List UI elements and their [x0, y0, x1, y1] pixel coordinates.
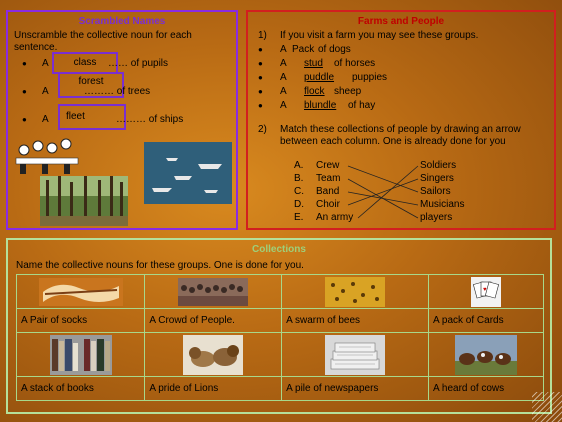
left-item: An army	[316, 212, 354, 223]
left-letter: D.	[294, 199, 304, 210]
answer-box-class[interactable]: class	[52, 52, 118, 74]
left-item: Crew	[316, 160, 340, 171]
socks-image	[39, 278, 123, 306]
group-word: Pack	[292, 44, 315, 55]
picture-cell	[429, 275, 544, 309]
scrambled-names-panel	[6, 10, 238, 230]
bullet: ●	[22, 59, 27, 68]
crowd-image	[178, 278, 248, 306]
farms-people-panel	[246, 10, 556, 230]
label-cell: A Pair of socks	[17, 309, 145, 333]
left-item: Choir	[316, 199, 340, 210]
item-rest: …… of pupils	[108, 58, 169, 69]
question-2-text-2: between each column. One is already done for you	[280, 136, 506, 147]
newspapers-image	[325, 335, 385, 375]
question-2-number: 2)	[258, 124, 267, 135]
group-rest: of horses	[334, 58, 376, 69]
group-article: A	[280, 44, 287, 55]
bullet: ●	[258, 101, 263, 110]
picture-cell	[145, 275, 282, 309]
collections-table	[16, 274, 544, 401]
scrambled-instruction-2: sentence.	[14, 42, 58, 53]
question-1-text: If you visit a farm you may see these groups.	[280, 30, 479, 41]
right-item: Soldiers	[420, 160, 457, 171]
forest-image	[40, 176, 128, 226]
scrambled-instruction: Unscramble the collective noun for each	[14, 30, 192, 41]
group-word[interactable]: puddle	[304, 72, 335, 83]
right-item: Sailors	[420, 186, 451, 197]
left-item: Team	[316, 173, 341, 184]
group-article: A	[280, 86, 287, 97]
picture-cell	[282, 275, 429, 309]
group-rest: of dogs	[318, 44, 351, 55]
label-cell: A pile of newspapers	[282, 377, 429, 401]
collections-instruction: Name the collective nouns for these groups. One is done for you.	[16, 260, 304, 271]
picture-cell	[145, 333, 282, 377]
item-rest: ……… of trees	[84, 86, 151, 97]
cards-image	[471, 277, 501, 307]
picture-cell	[282, 333, 429, 377]
label-cell: A pride of Lions	[145, 377, 282, 401]
left-letter: C.	[294, 186, 304, 197]
group-word[interactable]: flock	[304, 86, 325, 97]
bullet: ●	[258, 59, 263, 68]
answer-box-fleet[interactable]: fleet	[58, 104, 126, 130]
bullet: ●	[22, 87, 27, 96]
bullet: ●	[258, 87, 263, 96]
scrambled-names-title: Scrambled Names	[78, 16, 166, 27]
right-item: Singers	[420, 173, 454, 184]
pupils-image	[12, 130, 82, 176]
label-cell: A stack of books	[17, 377, 145, 401]
bullet: ●	[258, 73, 263, 82]
ships-image	[144, 142, 232, 204]
group-rest: of hay	[348, 100, 376, 111]
group-rest: sheep	[334, 86, 362, 97]
picture-cell	[17, 275, 145, 309]
lions-image	[183, 335, 243, 375]
books-image	[50, 335, 112, 375]
left-letter: B.	[294, 173, 304, 184]
group-word[interactable]: blundle	[304, 100, 337, 111]
corner-hatch	[532, 392, 562, 422]
cows-image	[455, 335, 517, 375]
question-2-text: Match these collections of people by drawing an arrow	[280, 124, 521, 135]
picture-cell	[17, 333, 145, 377]
question-1-number: 1)	[258, 30, 267, 41]
label-cell: A pack of Cards	[429, 309, 544, 333]
article: A	[42, 58, 49, 69]
picture-cell	[429, 333, 544, 377]
bees-image	[325, 277, 385, 307]
item-rest: ……… of ships	[116, 114, 184, 125]
answer-box-forest[interactable]: forest	[58, 72, 124, 98]
right-item: players	[420, 212, 453, 223]
match-lines[interactable]	[248, 12, 554, 228]
group-article: A	[280, 58, 287, 69]
collections-panel	[6, 238, 552, 414]
farms-people-title: Farms and People	[357, 16, 445, 27]
collections-title: Collections	[252, 244, 306, 255]
label-cell: A swarm of bees	[282, 309, 429, 333]
group-article: A	[280, 100, 287, 111]
left-letter: A.	[294, 160, 304, 171]
left-letter: E.	[294, 212, 304, 223]
article: A	[42, 114, 49, 125]
group-rest: puppies	[352, 72, 388, 83]
left-item: Band	[316, 186, 340, 197]
bullet: ●	[258, 45, 263, 54]
right-item: Musicians	[420, 199, 465, 210]
label-cell: A Crowd of People.	[145, 309, 282, 333]
svg-text:♥: ♥	[483, 286, 487, 293]
label-cell: A heard of cows	[429, 377, 544, 401]
group-word[interactable]: stud	[304, 58, 323, 69]
article: A	[42, 86, 49, 97]
group-article: A	[280, 72, 287, 83]
bullet: ●	[22, 115, 27, 124]
